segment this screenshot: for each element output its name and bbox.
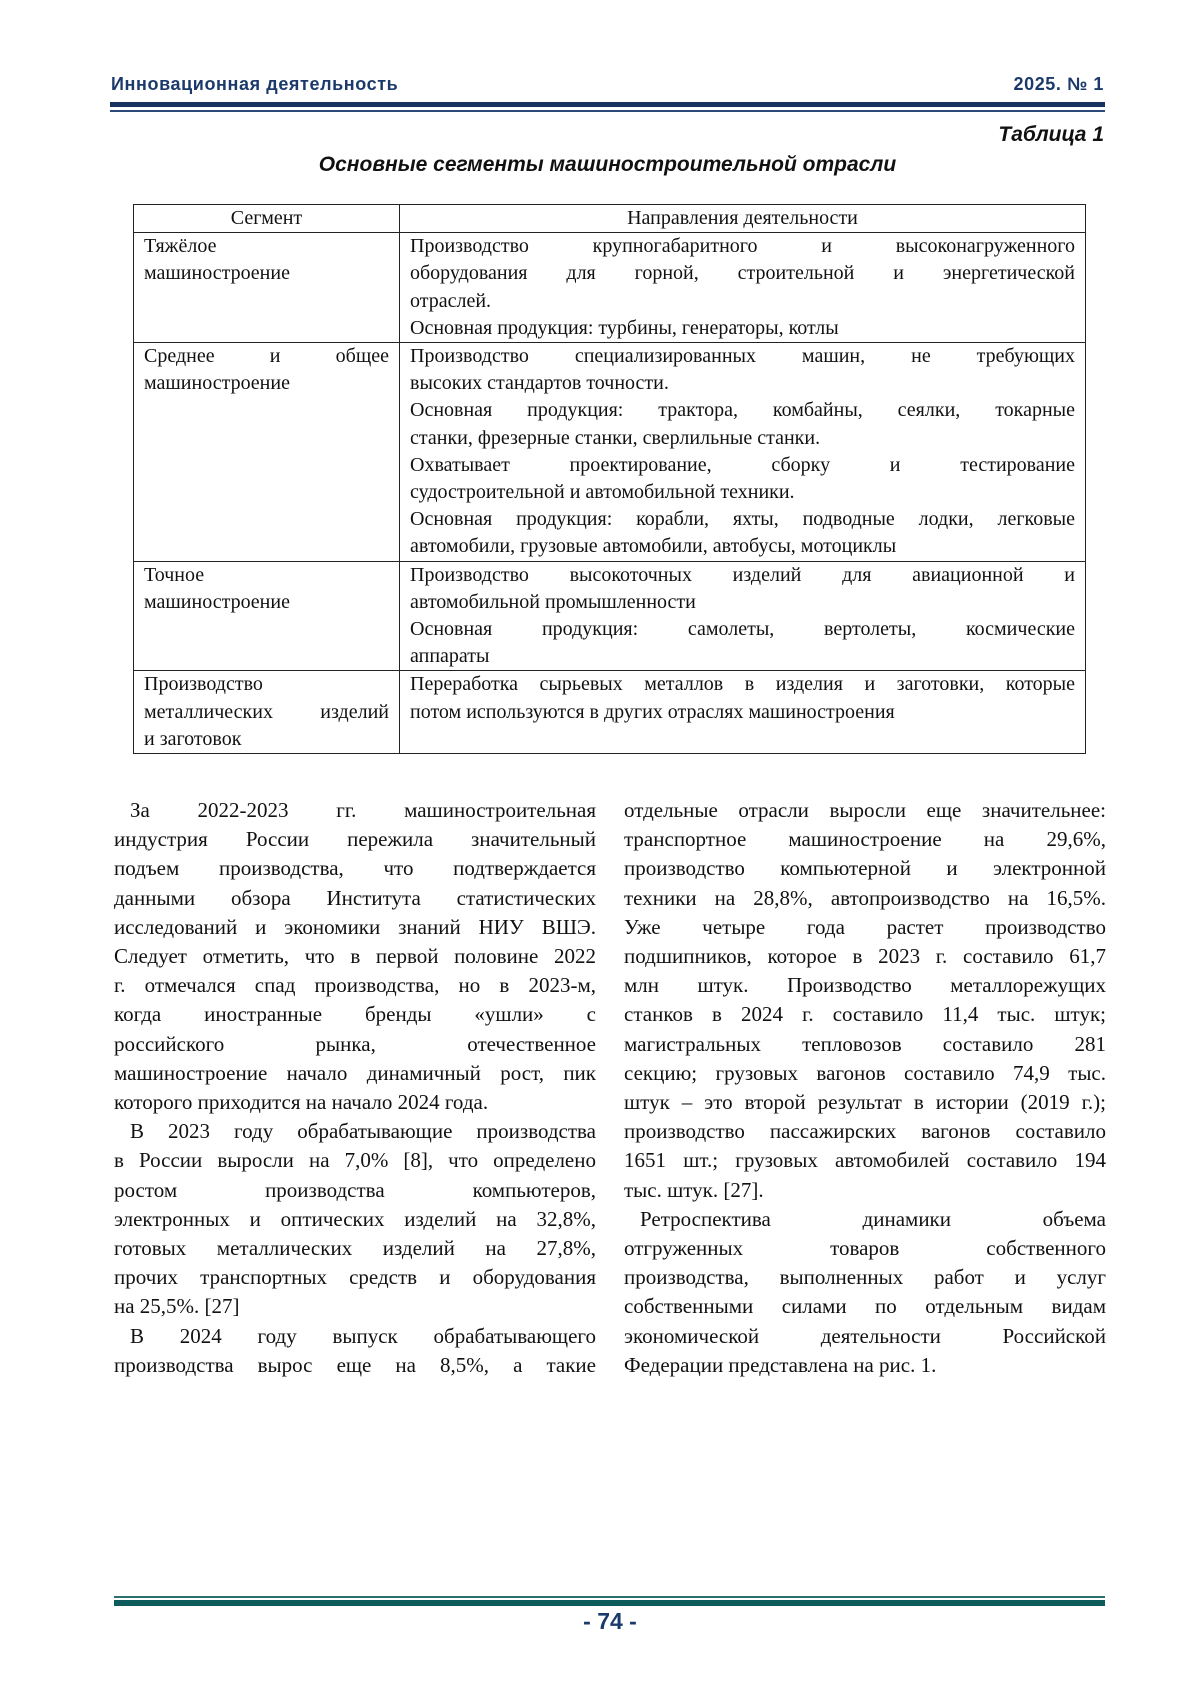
text-line: Охватывает проектирование, сборку и тестирование (410, 452, 1075, 479)
text-line: секцию; грузовых вагонов составило 74,9 тыс. (624, 1059, 1106, 1088)
text-line: когда иностранные бренды «ушли» с (114, 1000, 596, 1029)
text-line: станков в 2024 г. составило 11,4 тыс. штук; (624, 1000, 1106, 1029)
paragraph (410, 397, 1075, 451)
text-line: Переработка сырьевых металлов в изделия и заготовки, которые (410, 671, 1075, 698)
table-row (134, 671, 1086, 754)
text-line: г. отмечался спад производства, но в 2023-м, (114, 971, 596, 1000)
footer-rule-thick (114, 1600, 1105, 1606)
segments-table (133, 204, 1086, 754)
paragraph (624, 796, 1106, 1205)
text-line: в России выросли на 7,0% [8], что определено (114, 1146, 596, 1175)
segment-cell (134, 233, 400, 343)
table-caption-number: Таблица 1 (998, 123, 1104, 147)
text-line: Производство высокоточных изделий для авиационной и (410, 562, 1075, 589)
text-line: Основная продукция: трактора, комбайны, сеялки, токарные (410, 397, 1075, 424)
text-line: Среднее и общее (144, 343, 389, 370)
text-line: техники на 28,8%, автопроизводство на 16,5%. (624, 884, 1106, 913)
text-line: судостроительной и автомобильной техники. (410, 479, 1075, 506)
text-line: отраслей. (410, 288, 1075, 315)
text-line: машиностроение (144, 370, 389, 397)
paragraph (410, 562, 1075, 616)
text-line: В 2024 году выпуск обрабатывающего (114, 1322, 596, 1351)
directions-cell (400, 561, 1086, 671)
paragraph (410, 233, 1075, 315)
paragraph (144, 233, 389, 287)
paragraph (410, 452, 1075, 506)
text-line: аппараты (410, 643, 1075, 670)
column-header-segment: Сегмент (134, 205, 400, 233)
text-line: Уже четыре года растет производство (624, 913, 1106, 942)
paragraph (624, 1205, 1106, 1380)
text-line: Основная продукция: турбины, генераторы, котлы (410, 315, 1075, 342)
segment-cell (134, 671, 400, 754)
issue-number: 2025. № 1 (1013, 74, 1104, 95)
paragraph (410, 671, 1075, 725)
text-line: Тяжёлое (144, 233, 389, 260)
text-line: отдельные отрасли выросли еще значительнее: (624, 796, 1106, 825)
text-line: 1651 шт.; грузовых автомобилей составило 194 (624, 1146, 1106, 1175)
text-line: машиностроение начало динамичный рост, пик (114, 1059, 596, 1088)
text-line: собственными силами по отдельным видам (624, 1292, 1106, 1321)
text-line: ростом производства компьютеров, (114, 1176, 596, 1205)
text-line: на 25,5%. [27] (114, 1292, 596, 1321)
text-line: автомобильной промышленности (410, 589, 1075, 616)
text-line: российского рынка, отечественное (114, 1030, 596, 1059)
text-line: Федерации представлена на рис. 1. (624, 1351, 1106, 1380)
text-line: штук – это второй результат в истории (2019 г.); (624, 1088, 1106, 1117)
text-line: отгруженных товаров собственного (624, 1234, 1106, 1263)
segment-cell (134, 561, 400, 671)
journal-title: Инновационная деятельность (111, 74, 398, 95)
paragraph (114, 796, 596, 1117)
directions-cell (400, 343, 1086, 562)
text-line: производство компьютерной и электронной (624, 854, 1106, 883)
body-column-left (114, 796, 596, 1380)
text-line: За 2022-2023 гг. машиностроительная (114, 796, 596, 825)
text-line: металлических изделий (144, 699, 389, 726)
text-line: исследований и экономики знаний НИУ ВШЭ. (114, 913, 596, 942)
text-line: готовых металлических изделий на 27,8%, (114, 1234, 596, 1263)
text-line: тыс. штук. [27]. (624, 1176, 1106, 1205)
paragraph (144, 562, 389, 616)
table-row (134, 233, 1086, 343)
paragraph (144, 671, 389, 753)
text-line: производство пассажирских вагонов составило (624, 1117, 1106, 1146)
directions-cell (400, 671, 1086, 754)
text-line: машиностроение (144, 260, 389, 287)
text-line: Следует отметить, что в первой половине 2022 (114, 942, 596, 971)
text-line: Точное (144, 562, 389, 589)
table-header-row (134, 205, 1086, 233)
paragraph (144, 343, 389, 397)
paragraph (114, 1322, 596, 1380)
text-line: Основная продукция: самолеты, вертолеты, космические (410, 616, 1075, 643)
text-line: Ретроспектива динамики объема (624, 1205, 1106, 1234)
text-line: потом используются в других отраслях машиностроения (410, 699, 1075, 726)
table-row (134, 561, 1086, 671)
paragraph (410, 506, 1075, 560)
footer-rule-thin (114, 1596, 1105, 1598)
text-line: транспортное машиностроение на 29,6%, (624, 825, 1106, 854)
text-line: экономической деятельности Российской (624, 1322, 1106, 1351)
header-rule-thin (110, 110, 1105, 112)
text-line: производства, выполненных работ и услуг (624, 1263, 1106, 1292)
text-line: которого приходится на начало 2024 года. (114, 1088, 596, 1117)
text-line: прочих транспортных средств и оборудования (114, 1263, 596, 1292)
text-line: производства вырос еще на 8,5%, а такие (114, 1351, 596, 1380)
text-line: и заготовок (144, 726, 389, 753)
page-number: - 74 - (0, 1608, 1200, 1635)
text-line: высоких стандартов точности. (410, 370, 1075, 397)
text-line: машиностроение (144, 589, 389, 616)
text-line: электронных и оптических изделий на 32,8%, (114, 1205, 596, 1234)
text-line: индустрия России пережила значительный (114, 825, 596, 854)
text-line: автомобили, грузовые автомобили, автобусы, мотоциклы (410, 533, 1075, 560)
text-line: подъем производства, что подтверждается (114, 854, 596, 883)
paragraph (410, 616, 1075, 670)
paragraph (410, 343, 1075, 397)
paragraph (114, 1117, 596, 1321)
text-line: магистральных тепловозов составило 281 (624, 1030, 1106, 1059)
segment-cell (134, 343, 400, 562)
text-line: оборудования для горной, строительной и энергетической (410, 260, 1075, 287)
text-line: данными обзора Института статистических (114, 884, 596, 913)
body-column-right (624, 796, 1106, 1380)
column-header-directions: Направления деятельности (400, 205, 1086, 233)
text-line: Производство (144, 671, 389, 698)
table-row (134, 343, 1086, 562)
text-line: Производство крупногабаритного и высоконагруженного (410, 233, 1075, 260)
table-caption-title: Основные сегменты машиностроительной отрасли (0, 153, 1200, 177)
text-line: млн штук. Производство металлорежущих (624, 971, 1106, 1000)
text-line: подшипников, которое в 2023 г. составило 61,7 (624, 942, 1106, 971)
header-rule-thick (110, 102, 1105, 107)
directions-cell (400, 233, 1086, 343)
text-line: В 2023 году обрабатывающие производства (114, 1117, 596, 1146)
text-line: Основная продукция: корабли, яхты, подводные лодки, легковые (410, 506, 1075, 533)
text-line: станки, фрезерные станки, сверлильные станки. (410, 425, 1075, 452)
text-line: Производство специализированных машин, не требующих (410, 343, 1075, 370)
paragraph (410, 315, 1075, 342)
